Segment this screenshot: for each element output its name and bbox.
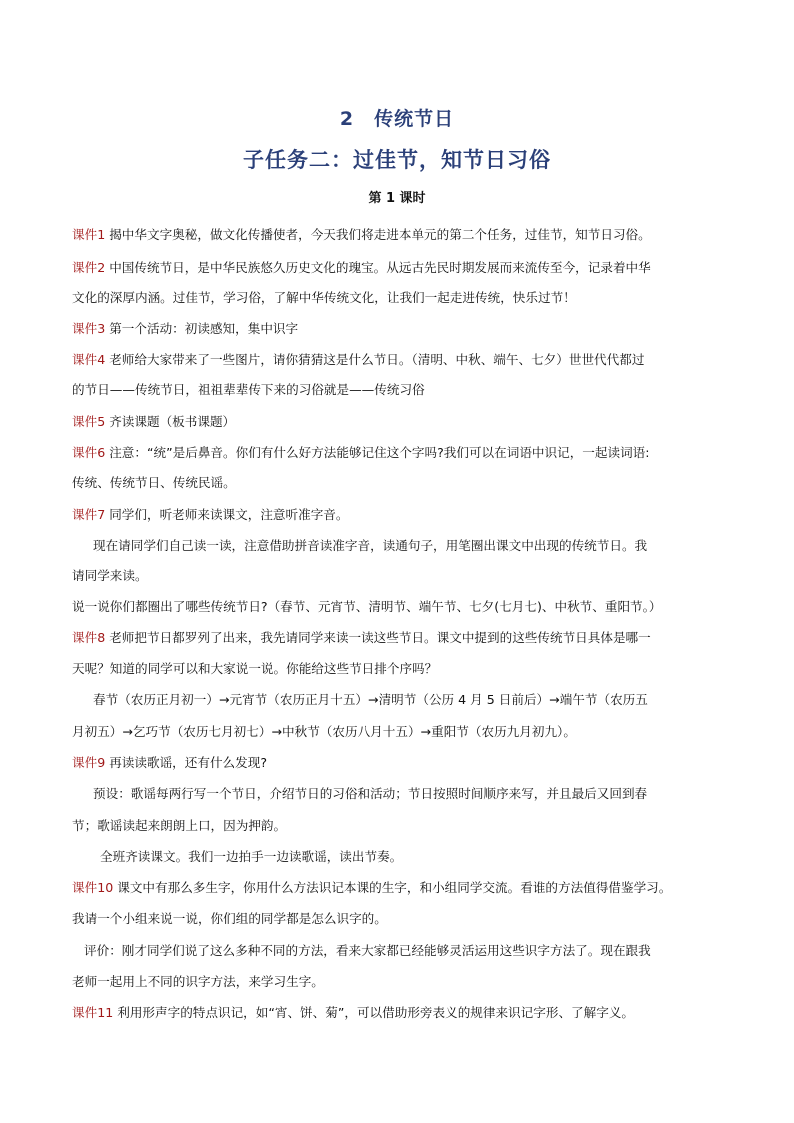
line-text: 利用形声字的特点识记，如“宵、饼、菊”，可以借助形旁表义的规律来识记字形、了解字义。 [117,1005,635,1020]
slide-tag: 课件10 [72,880,114,895]
paragraph-line [72,820,286,833]
slide-tag: 课件5 [72,414,106,429]
paragraph-line [72,509,348,522]
line-text: 文化的深厚内涵。过佳节，学习俗，了解中华传统文化，让我们一起走进传统，快乐过节！ [72,290,576,305]
line-text: 评价：刚才同学们说了这么多种不同的方法，看来大家都已经能够灵活运用这些识字方法了。现在跟我 [84,943,651,958]
line-text: 课文中有那么多生字，你用什么方法识记本课的生字，和小组同学交流。看谁的方法值得借鉴学习。 [117,880,672,895]
paragraph-line [93,694,648,707]
slide-tag: 课件1 [72,227,106,242]
paragraph-line [72,477,236,490]
paragraph-line [72,882,671,895]
line-text: 老师把节日都罗列了出来，我先请同学来读一读这些节日。课文中提到的这些传统节日具体是哪一 [109,630,651,645]
slide-tag: 课件2 [72,260,106,275]
line-text: 天呢？知道的同学可以和大家说一说。你能给这些节日排个序吗？ [72,661,438,676]
line-text: 揭中华文字奥秘，做文化传播使者，今天我们将走进本单元的第二个任务，过佳节，知节日习俗。 [109,227,651,242]
line-text: 预设：歌谣每两行写一个节日，介绍节日的习俗和活动；节日按照时间顺序来写，并且最后又回到春 [93,786,648,801]
paragraph-line [72,447,650,460]
paragraph-line [72,354,644,367]
period-label: 第 1 课时 [368,191,426,206]
line-text: 齐读课题（板书课题） [109,414,236,429]
line-text: 说一说你们都圈出了哪些传统节日?（春节、元宵节、清明节、端午节、七夕(七月七)、中秋节、重阳节。） [72,599,662,614]
line-text: 现在请同学们自己读一读，注意借助拼音读准字音，读通句子，用笔圈出课文中出现的传统节日。我 [93,538,648,553]
paragraph-line [72,384,425,397]
slide-tag: 课件9 [72,755,106,770]
paragraph-line [72,601,662,614]
line-text: 老师一起用上不同的识字方法，来学习生字。 [72,974,324,989]
paragraph-line [72,757,267,770]
paragraph-line [72,570,148,583]
line-text: 同学们，听老师来读课文，注意听准字音。 [109,507,349,522]
slide-tag: 课件4 [72,352,106,367]
task-title: 子任务二：过佳节，知节日习俗 [243,148,551,172]
line-text: 月初五）→乞巧节（农历七月初七）→中秋节（农历八月十五）→重阳节（农历九月初九）。 [72,724,576,739]
line-text: 节；歌谣读起来朗朗上口，因为押韵。 [72,818,287,833]
slide-tag: 课件8 [72,630,106,645]
line-text: 全班齐读课文。我们一边拍手一边读歌谣，读出节奏。 [100,849,403,864]
paragraph-line [72,262,651,275]
paragraph-line [72,1007,634,1020]
paragraph-line [100,851,402,864]
paragraph-line [72,913,387,926]
paragraph-line [72,416,235,429]
paragraph-line [93,540,647,553]
paragraph-line [72,292,576,305]
paragraph-line [72,229,651,242]
line-text: 请同学来读。 [72,568,148,583]
paragraph-line [72,323,298,336]
line-text: 第一个活动：初读感知，集中识字 [109,321,299,336]
lesson-title: 2 传统节日 [339,108,455,130]
paragraph-line [84,945,651,958]
line-text: 注意：“统”是后鼻音。你们有什么好方法能够记住这个字吗?我们可以在词语中识记，一起读词语: [109,445,650,460]
line-text: 传统、传统节日、传统民谣。 [72,475,236,490]
paragraph-line [93,788,647,801]
paragraph-line [72,663,437,676]
line-text: 春节（农历正月初一）→元宵节（农历正月十五）→清明节（公历 4 月 5 日前后）→端午节（农历五 [93,692,648,707]
slide-tag: 课件6 [72,445,106,460]
line-text: 中国传统节日，是中华民族悠久历史文化的瑰宝。从远古先民时期发展而来流传至今，记录着中华 [109,260,651,275]
paragraph-line [72,976,324,989]
slide-tag: 课件11 [72,1005,114,1020]
paragraph-line [72,632,651,645]
line-text: 再读读歌谣，还有什么发现? [109,755,268,770]
slide-tag: 课件3 [72,321,106,336]
line-text: 我请一个小组来说一说，你们组的同学都是怎么识字的。 [72,911,387,926]
paragraph-line [72,726,576,739]
line-text: 的节日——传统节日，祖祖辈辈传下来的习俗就是——传统习俗 [72,382,425,397]
slide-tag: 课件7 [72,507,106,522]
line-text: 老师给大家带来了一些图片，请你猜猜这是什么节日。（清明、中秋、端午、七夕）世世代代都过 [109,352,645,367]
